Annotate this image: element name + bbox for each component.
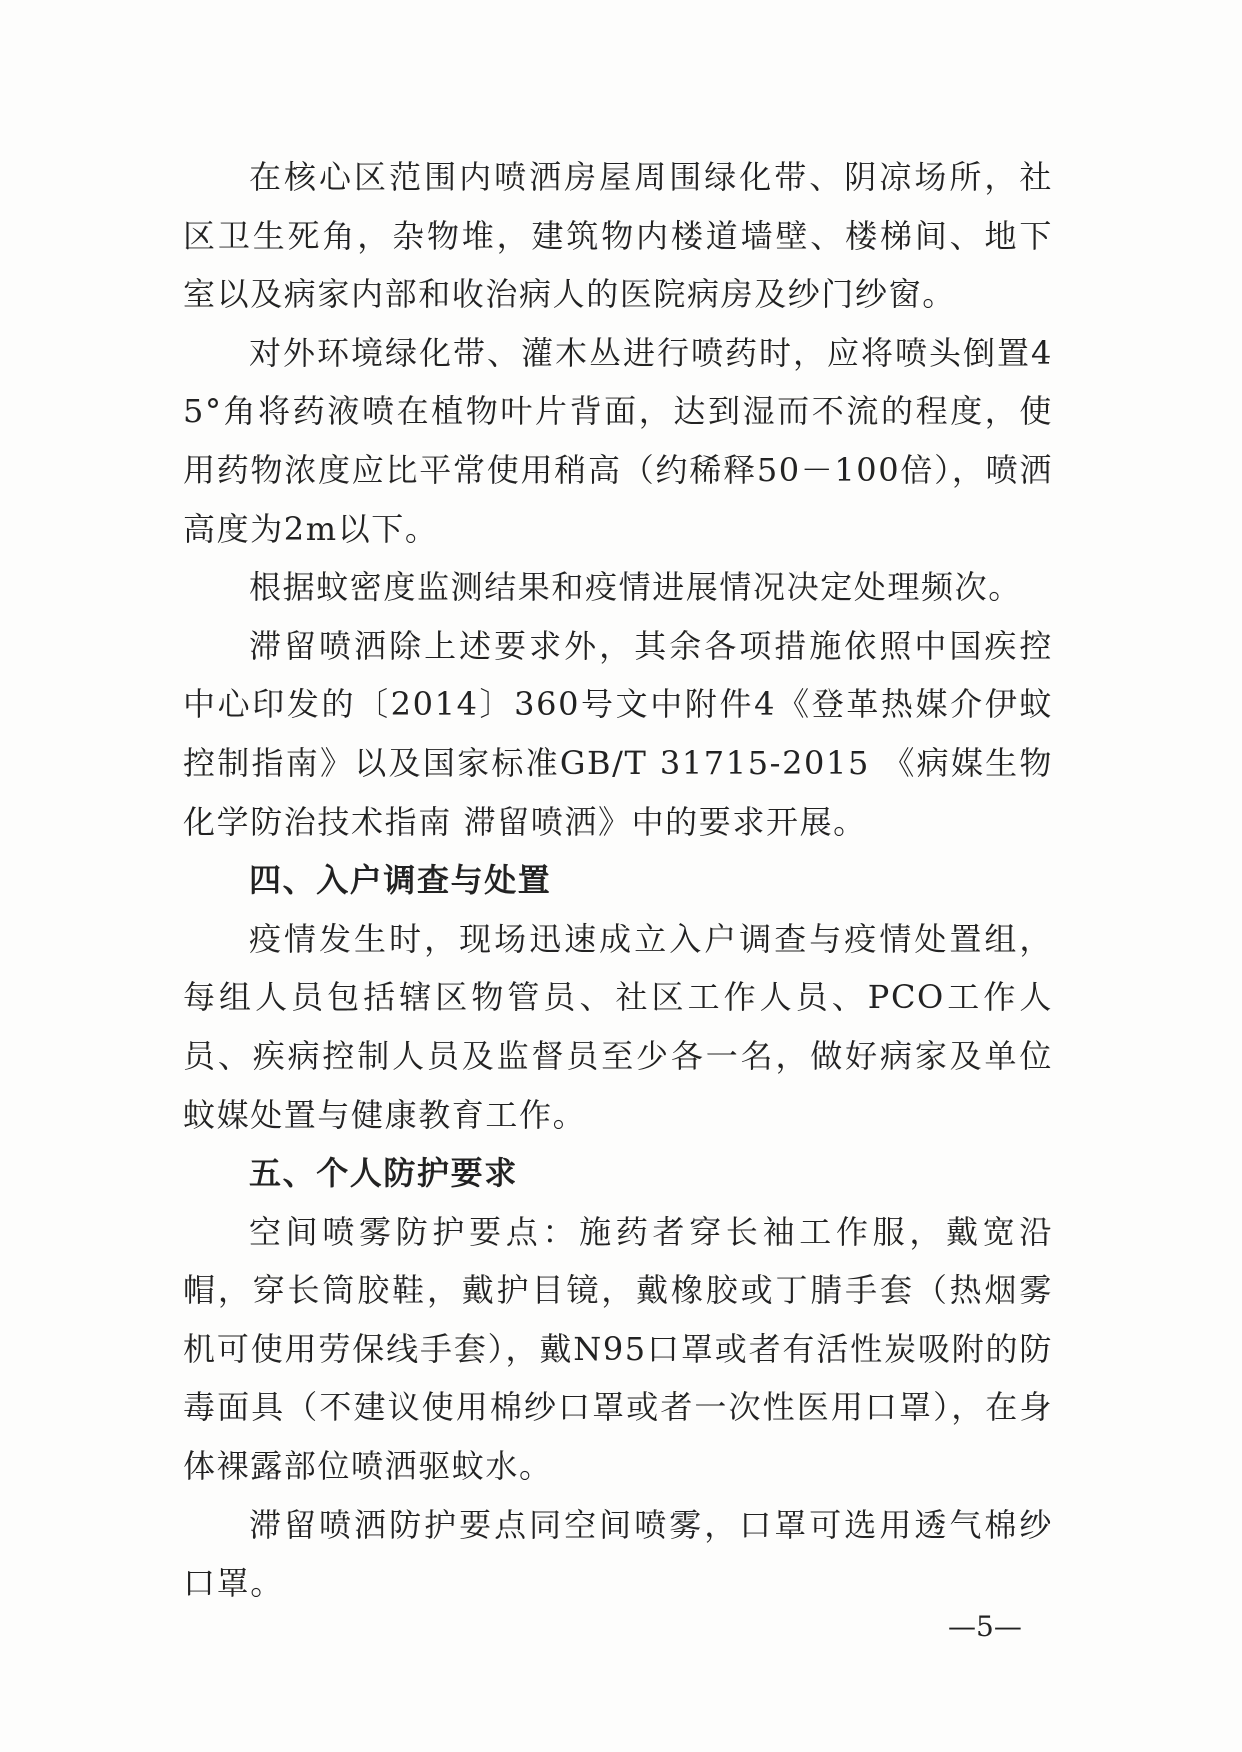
paragraph-residual-spraying-standards: 滞留喷洒除上述要求外，其余各项措施依照中国疾控中心印发的〔2014〕360号文中附件4《登革热媒介伊蚊控制指南》以及国家标准GB/T 31715-2015 《病媒生物化学防治技术指南 滞留喷洒》中的要求开展。 (183, 626, 1053, 841)
paragraph-outdoor-spraying: 对外环境绿化带、灌木丛进行喷药时，应将喷头倒置45°角将药液喷在植物叶片背面，达到湿而不流的程度，使用药物浓度应比平常使用稍高（约稀释50－100倍），喷洒高度为2m以下。 (183, 333, 1053, 548)
paragraph-spraying-scope: 在核心区范围内喷洒房屋周围绿化带、阴凉场所，社区卫生死角，杂物堆，建筑物内楼道墙壁、楼梯间、地下室以及病家内部和收治病人的医院病房及纱门纱窗。 (183, 158, 1053, 314)
page-number: —5— (948, 1610, 1022, 1643)
section-heading-personal-protection: 五、个人防护要求 (249, 1154, 518, 1193)
paragraph-treatment-frequency: 根据蚊密度监测结果和疫情进展情况决定处理频次。 (249, 568, 1022, 607)
paragraph-space-spray-protection: 空间喷雾防护要点：施药者穿长袖工作服，戴宽沿帽，穿长筒胶鞋，戴护目镜，戴橡胶或丁腈手套（热烟雾机可使用劳保线手套），戴N95口罩或者有活性炭吸附的防毒面具（不建议使用棉纱口罩或者一次性医用口罩），在身体裸露部位喷洒驱蚊水。 (183, 1212, 1053, 1486)
section-heading-household-investigation: 四、入户调查与处置 (249, 861, 552, 900)
document-body (183, 148, 1053, 1613)
paragraph-household-investigation: 疫情发生时，现场迅速成立入户调查与疫情处置组，每组人员包括辖区物管员、社区工作人员、PCO工作人员、疾病控制人员及监督员至少各一名，做好病家及单位蚊媒处置与健康教育工作。 (183, 919, 1053, 1134)
paragraph-residual-spray-protection: 滞留喷洒防护要点同空间喷雾，口罩可选用透气棉纱口罩。 (183, 1505, 1053, 1603)
